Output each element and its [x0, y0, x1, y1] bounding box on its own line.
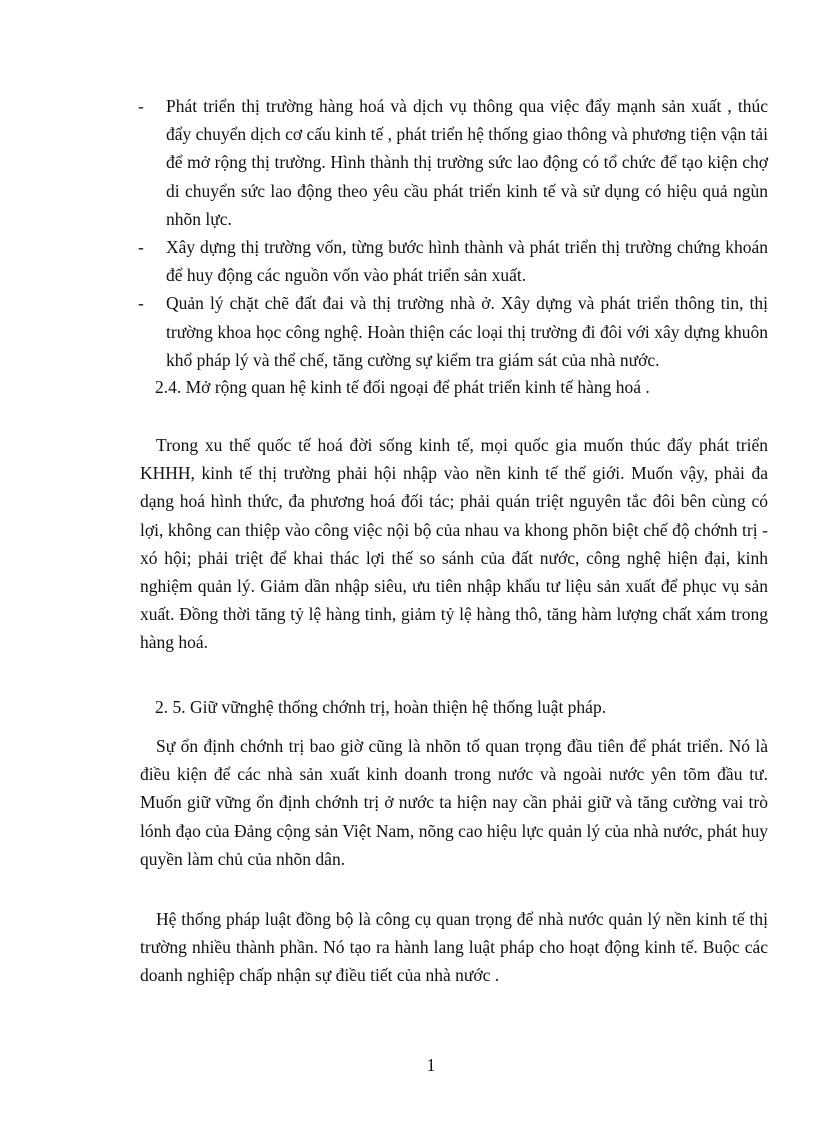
paragraph-2-5-law: Hệ thống pháp luật đồng bộ là công cụ quan trọng để nhà nước quản lý nền kinh tế thị trường nhiều thành phần. Nó tạo ra hành lang luật pháp cho hoạt động kinh tế. Buộc các doanh nghiệp chấp nhận sự điều tiết của nhà nước . — [140, 909, 768, 986]
bullet-marker: - — [138, 96, 144, 116]
paragraph-2-4: Trong xu thế quốc tế hoá đời sống kinh tế, mọi quốc gia muốn thúc đẩy phát triển KHHH, kinh tế thị trường phải hội nhập vào nền kinh tế thế giới. Muốn vậy, phải đa dạng hoá hình thức, đa phương hoá đối tác; phải quán triệt nguyên tắc đôi bên cùng có lợi, không can thiệp vào công việc nội bộ của nhau va khong phõn biệt chế độ chớnh trị - xó hội; phải triệt để khai thác lợi thế so sánh của đất nước, công nghệ hiện đại, kinh nghiệm quản lý. Giảm dần nhập siêu, ưu tiên nhập khẩu tư liệu sản xuất để phục vụ sản xuất. Đồng thời tăng tỷ lệ hàng tinh, giảm tỷ lệ hàng thô, tăng hàm lượng chất xám trong hàng hoá. — [140, 435, 768, 653]
section-heading-2-5: 2. 5. Giữ vữnghệ thống chớnh trị, hoàn thiện hệ thống luật pháp. — [155, 697, 607, 717]
bullet-text: Phát triển thị trường hàng hoá và dịch vụ thông qua việc đẩy mạnh sản xuất , thúc đẩy chuyển dịch cơ cấu kinh tế , phát triển hệ thống giao thông và phương tiện vận tải để mở rộng thị trường. Hình thành thị trường sức lao động có tổ chức để tạo kiện chợ di chuyển sức lao động theo yêu cầu phát triển kinh tế và sử dụng có hiệu quả ngùn nhõn lực. — [166, 96, 768, 229]
list-item — [138, 233, 768, 289]
bullet-marker: - — [138, 237, 144, 258]
page-number: 1 — [426, 1055, 436, 1075]
bullet-list — [138, 92, 768, 374]
section-heading-2-4: 2.4. Mở rộng quan hệ kinh tế đối ngoại để phát triển kinh tế hàng hoá . — [155, 377, 650, 397]
paragraph-2-5-stability: Sự ổn định chớnh trị bao giờ cũng là nhõn tố quan trọng đầu tiên để phát triển. Nó là điều kiện để các nhà sản xuất kinh doanh trong nước và ngoài nước yên tõm đầu tư. Muốn giữ vững ổn định chớnh trị ở nước ta hiện nay cần phải giữ và tăng cường vai trò lónh đạo của Đảng cộng sản Việt Nam, nõng cao hiệu lực quản lý của nhà nước, phát huy quyền làm chủ của nhõn dân. — [140, 736, 768, 869]
bullet-text: Quản lý chặt chẽ đất đai và thị trường nhà ở. Xây dựng và phát triển thông tin, thị trường khoa học công nghệ. Hoàn thiện các loại thị trường đi đôi với xây dựng khuôn khổ pháp lý và thể chế, tăng cường sự kiểm tra giám sát của nhà nước. — [166, 293, 768, 370]
bullet-text: Xây dựng thị trường vốn, từng bước hình thành và phát triển thị trường chứng khoán để huy động các nguồn vốn vào phát triển sản xuất. — [166, 237, 768, 286]
list-item — [138, 92, 768, 233]
list-item — [138, 289, 768, 374]
bullet-marker: - — [138, 293, 144, 314]
